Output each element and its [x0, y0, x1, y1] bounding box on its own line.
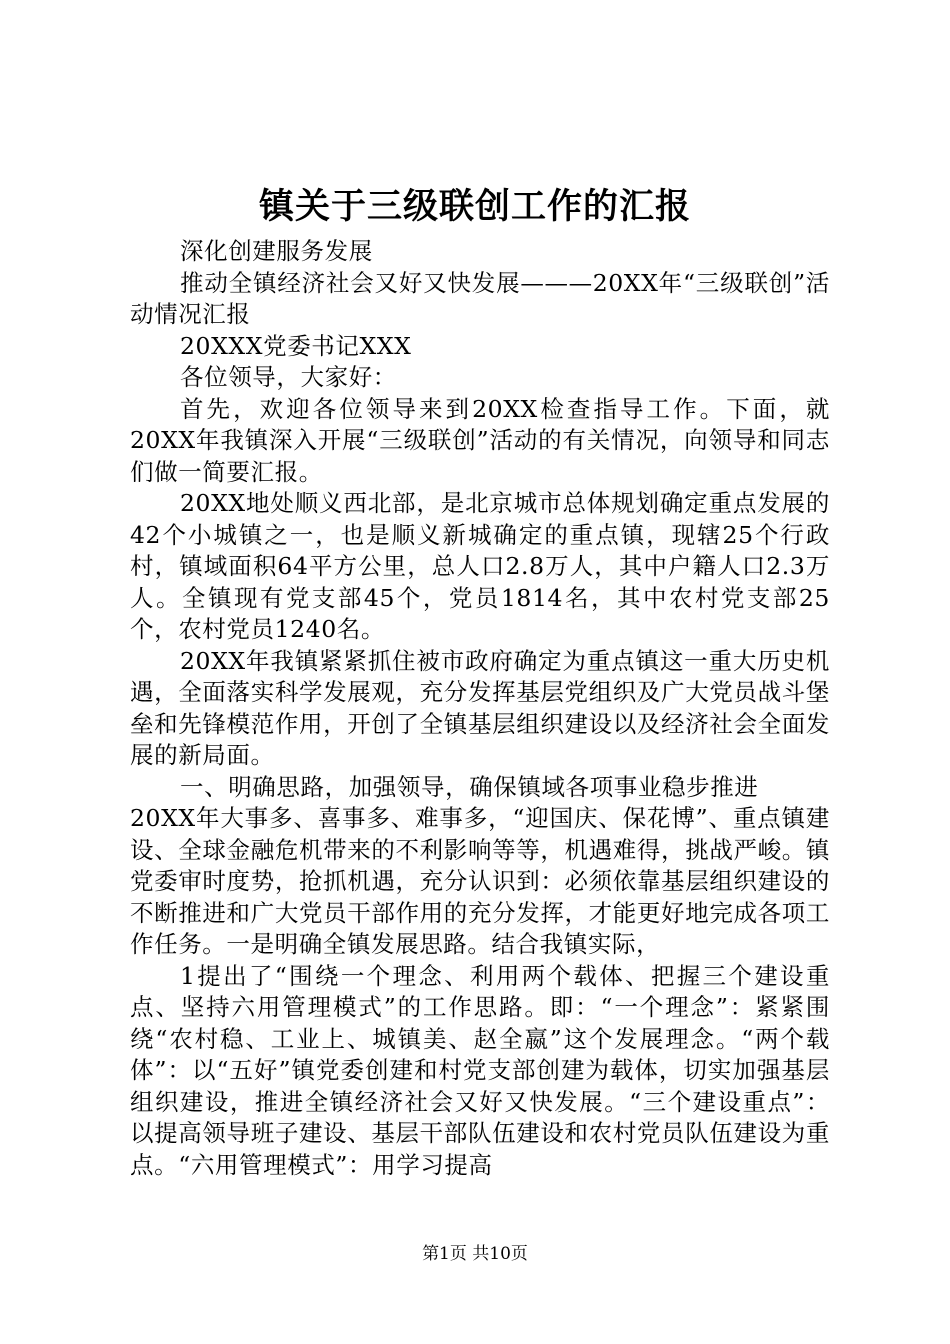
- section-heading-1: 一、明确思路，加强领导，确保镇域各项事业稳步推进: [180, 772, 759, 801]
- background-paragraph: 20XX地处顺义西北部，是北京城市总体规划确定重点发展的42个小城镇之一，也是顺义新城确定的重点镇，现辖25个行政村，镇域面积64平方公里，总人口2.8万人，其中户籍人口2.3万人。全镇现有党支部45个，党员1814名，其中农村党支部25个，农村党员1240名。: [130, 489, 830, 643]
- section-1-paragraph: 20XX年大事多、喜事多、难事多，“迎国庆、保花博”、重点镇建设、全球金融危机带来的不利影响等等，机遇难得，挑战严峻。镇党委审时度势，抢抓机遇，充分认识到：必须依靠基层组织建设的不断推进和广大党员干部作用的充分发挥，才能更好地完成各项工作任务。一是明确全镇发展思路。结合我镇实际，: [130, 804, 830, 958]
- subtitle-main: 推动全镇经济社会又好又快发展———20XX年“三级联创”活动情况汇报: [130, 268, 830, 328]
- document-body: [130, 236, 830, 1181]
- document-title: 镇关于三级联创工作的汇报: [258, 186, 691, 227]
- author-line: 20XXX党委书记XXX: [180, 331, 412, 360]
- work-approach-paragraph: 1提出了“围绕一个理念、利用两个载体、把握三个建设重点、坚持六用管理模式”的工作思路。即：“一个理念”：紧紧围绕“农村稳、工业上、城镇美、赵全嬴”这个发展理念。“两个载体”：以“五好”镇党委创建和村党支部创建为载体，切实加强基层组织建设，推进全镇经济社会又好又快发展。“三个建设重点”：以提高领导班子建设、基层干部队伍建设和农村党员队伍建设为重点。“六用管理模式”：用学习提高: [130, 961, 830, 1179]
- subtitle-line: 深化创建服务发展: [180, 237, 373, 265]
- greeting: 各位领导，大家好：: [180, 363, 397, 391]
- overview-paragraph: 20XX年我镇紧紧抓住被市政府确定为重点镇这一重大历史机遇，全面落实科学发展观，充分发挥基层党组织及广大党员战斗堡垒和先锋模范作用，开创了全镇基层组织建设以及经济社会全面发展的新局面。: [130, 646, 830, 769]
- page-footer: 第1页 共10页: [422, 1244, 528, 1264]
- intro-paragraph: 首先，欢迎各位领导来到20XX检查指导工作。下面，就20XX年我镇深入开展“三级联创”活动的有关情况，向领导和同志们做一简要汇报。: [130, 394, 830, 486]
